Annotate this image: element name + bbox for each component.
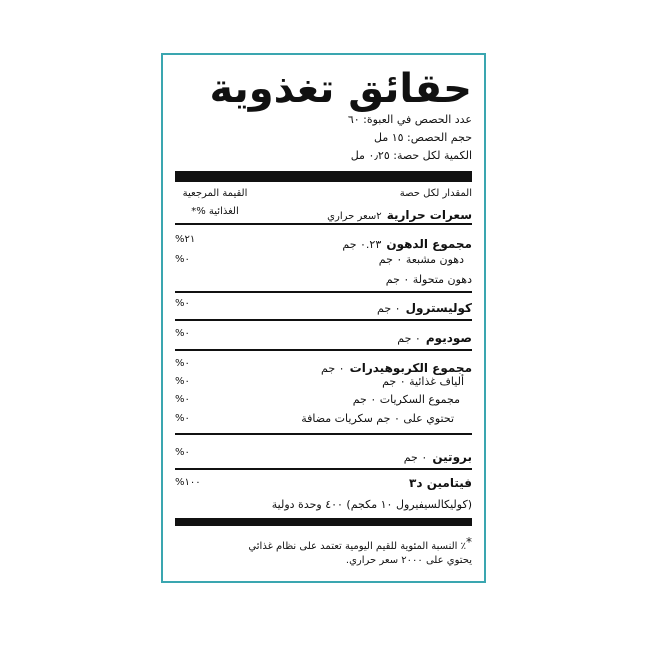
protein-row bbox=[404, 446, 472, 465]
serving-size: حجم الحصص: ١٥ مل bbox=[373, 131, 472, 144]
footnote-line1 bbox=[248, 536, 472, 553]
total-fat-dv: %٢١ bbox=[175, 234, 196, 245]
saturated-fat-row bbox=[379, 253, 464, 267]
servings-per-container: عدد الحصص في العبوة: ٦٠ bbox=[347, 113, 472, 126]
cholesterol-amount: ٠ جم bbox=[377, 302, 401, 315]
added-sugars-label: تحتوي على ٠ جم سكريات مضافة bbox=[301, 412, 454, 425]
added-sugars-dv: %٠ bbox=[175, 413, 190, 424]
carbs-label: مجموع الكربوهيدرات bbox=[349, 361, 472, 375]
dv-header-line2: الغذائية %* bbox=[191, 206, 239, 217]
footnote-mark: * bbox=[466, 535, 472, 549]
divider bbox=[175, 291, 472, 293]
carbs-amount: ٠ جم bbox=[321, 362, 345, 375]
divider bbox=[175, 223, 472, 225]
sugars-amount: ٠ جم bbox=[352, 393, 377, 406]
trans-fat-label: دهون متحولة bbox=[412, 273, 472, 286]
saturated-fat-amount: ٠ جم bbox=[378, 253, 403, 266]
calories-row bbox=[327, 204, 472, 223]
sodium-amount: ٠ جم bbox=[397, 332, 421, 345]
carbs-dv: %٠ bbox=[175, 358, 190, 369]
protein-dv: %٠ bbox=[175, 447, 190, 458]
saturated-fat-dv: %٠ bbox=[175, 254, 190, 265]
calories-value: ٢سعر حراري bbox=[327, 211, 382, 222]
dv-header-line1: القيمة المرجعية bbox=[182, 188, 248, 199]
label-title: حقائق تغذوية bbox=[209, 66, 472, 112]
calories-label: سعرات حرارية bbox=[386, 208, 472, 222]
divider bbox=[175, 468, 472, 470]
divider bbox=[175, 319, 472, 321]
nutrition-facts-label bbox=[161, 53, 486, 583]
trans-fat-row bbox=[386, 273, 472, 287]
sugars-label: مجموع السكريات bbox=[379, 393, 460, 406]
total-fat-label: مجموع الدهون bbox=[386, 237, 472, 251]
sugars-dv: %٠ bbox=[175, 394, 190, 405]
fiber-row bbox=[382, 375, 464, 389]
carbs-row bbox=[321, 357, 472, 376]
protein-label: بروتين bbox=[432, 450, 472, 464]
vitamin-d3-dv: %١٠٠ bbox=[175, 477, 201, 488]
total-fat-row bbox=[342, 233, 472, 252]
cholesterol-row bbox=[377, 297, 472, 316]
total-fat-amount: ٠.٢٣ جم bbox=[342, 238, 382, 251]
amount-per-serving-header: المقدار لكل حصة bbox=[399, 188, 472, 199]
amount-per-serving: الكمية لكل حصة: ٠٫٢٥ مل bbox=[350, 149, 472, 162]
sodium-dv: %٠ bbox=[175, 328, 190, 339]
thick-divider bbox=[175, 171, 472, 182]
sugars-row bbox=[353, 393, 460, 407]
thick-divider bbox=[175, 518, 472, 526]
vitamin-d3-label: فيتامين د٣ bbox=[409, 476, 472, 490]
fiber-label: ألياف غذائية bbox=[409, 375, 464, 388]
protein-amount: ٠ جم bbox=[403, 451, 428, 464]
fiber-amount: ٠ جم bbox=[382, 375, 406, 388]
footnote-text1: ٪ النسبة المئوية للقيم اليومية تعتمد على نظام غذائي bbox=[248, 541, 466, 552]
sodium-row bbox=[397, 327, 472, 346]
saturated-fat-label: دهون مشبعة bbox=[405, 253, 464, 266]
cholesterol-dv: %٠ bbox=[175, 298, 190, 309]
divider bbox=[175, 433, 472, 435]
divider bbox=[175, 349, 472, 351]
sodium-label: صوديوم bbox=[425, 331, 472, 345]
vitamin-d3-detail: (كوليكالسيفيرول ١٠ مكجم) ٤٠٠ وحدة دولية bbox=[271, 498, 472, 511]
footnote-line2: يحتوي على ٢٠٠٠ سعر حراري. bbox=[345, 555, 472, 566]
fiber-dv: %٠ bbox=[175, 376, 190, 387]
trans-fat-amount: ٠ جم bbox=[385, 273, 410, 286]
cholesterol-label: كوليسترول bbox=[405, 301, 472, 315]
